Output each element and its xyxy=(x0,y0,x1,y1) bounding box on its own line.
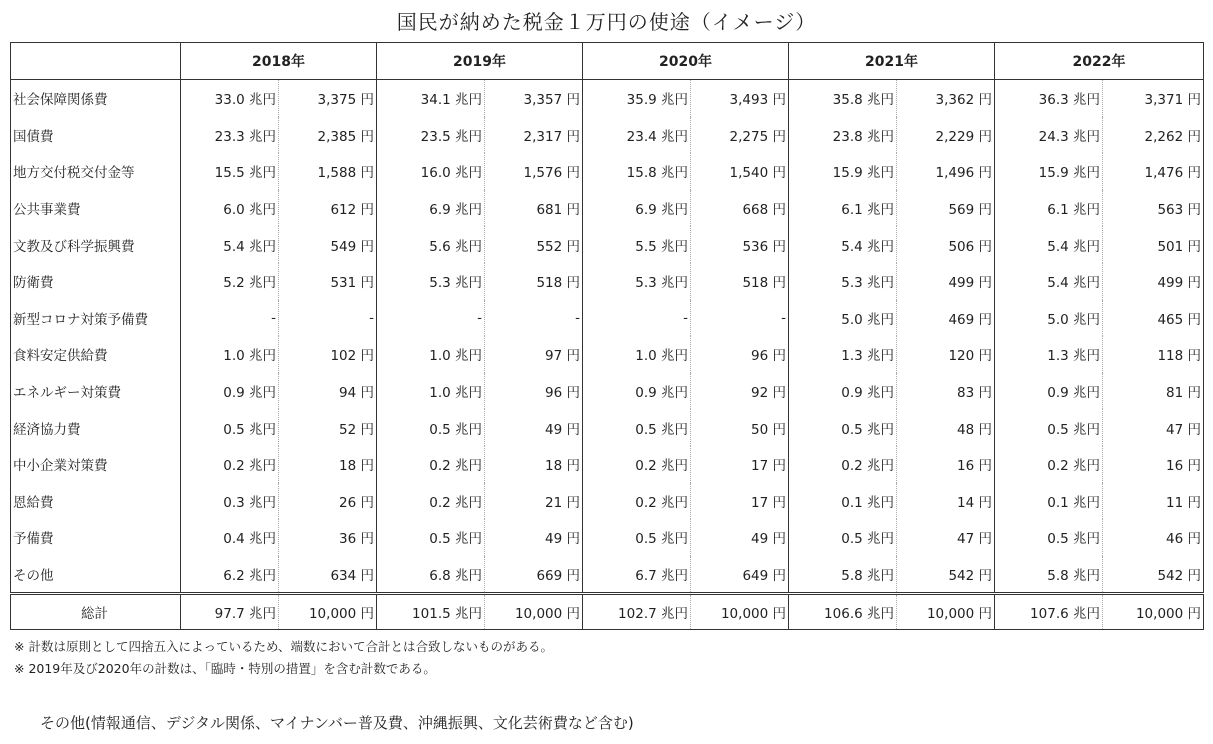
amount-trillion-yen: 0.1 兆円 xyxy=(995,483,1103,520)
row-label: 経済協力費 xyxy=(11,409,181,446)
amount-trillion-yen: 23.5 兆円 xyxy=(377,117,485,154)
amount-per-10000-yen: 17 円 xyxy=(751,458,786,475)
amount-trillion-yen: 0.5 兆円 xyxy=(377,409,485,446)
amount-trillion-yen: 15.8 兆円 xyxy=(583,153,691,190)
amount-per-10000-yen: 97 円 xyxy=(545,348,580,365)
amount-trillion-yen: 0.2 兆円 xyxy=(583,483,691,520)
table-row xyxy=(11,336,1204,373)
amount-trillion-yen: 0.4 兆円 xyxy=(181,519,279,556)
amount-per-10000-yen: 681 円 xyxy=(536,202,580,219)
amount-per-10000-yen: 10,000 円 xyxy=(279,594,377,630)
amount-per-10000-yen: 649 円 xyxy=(742,568,786,585)
amount-trillion-yen: 5.6 兆円 xyxy=(377,226,485,263)
amount-per-10000-yen: 102 円 xyxy=(330,348,374,365)
amount-per-10000-yen: 501 円 xyxy=(1103,226,1204,263)
amount-per-10000-yen: - xyxy=(369,309,374,326)
amount-per-10000-yen: 36 円 xyxy=(339,531,374,548)
amount-per-10000-yen: 542 円 xyxy=(948,568,992,585)
amount-trillion-yen: 0.9 兆円 xyxy=(583,373,691,410)
amount-per-10000-yen: 96 円 xyxy=(545,385,580,402)
amount-trillion-yen: 0.1 兆円 xyxy=(789,483,897,520)
amount-per-10000-yen: 3,493 円 xyxy=(729,92,786,109)
amount-trillion-yen: 6.2 兆円 xyxy=(181,556,279,594)
amount-trillion-yen: 0.2 兆円 xyxy=(181,446,279,483)
amount-per-10000-yen: 499 円 xyxy=(948,275,992,292)
amount-per-10000-yen: 48 円 xyxy=(957,421,992,438)
amount-per-10000-yen: 118 円 xyxy=(1103,336,1204,373)
amount-per-10000-yen: 52 円 xyxy=(339,421,374,438)
amount-trillion-yen: 5.8 兆円 xyxy=(789,556,897,594)
amount-per-10000-yen: 11 円 xyxy=(1103,483,1204,520)
amount-per-10000-yen: 10,000 円 xyxy=(897,594,995,630)
amount-trillion-yen: 35.9 兆円 xyxy=(583,80,691,117)
row-label: 食料安定供給費 xyxy=(11,336,181,373)
amount-trillion-yen: 23.3 兆円 xyxy=(181,117,279,154)
amount-trillion-yen: 107.6 兆円 xyxy=(995,594,1103,630)
amount-trillion-yen: 0.5 兆円 xyxy=(789,519,897,556)
table-row xyxy=(11,153,1204,190)
total-row xyxy=(11,594,1204,630)
amount-trillion-yen: 1.0 兆円 xyxy=(377,373,485,410)
amount-per-10000-yen: 96 円 xyxy=(751,348,786,365)
table-row xyxy=(11,300,1204,337)
amount-per-10000-yen: 81 円 xyxy=(1103,373,1204,410)
amount-per-10000-yen: 549 円 xyxy=(330,238,374,255)
amount-per-10000-yen: 518 円 xyxy=(742,275,786,292)
amount-trillion-yen: 15.9 兆円 xyxy=(789,153,897,190)
amount-per-10000-yen: 2,229 円 xyxy=(935,128,992,145)
amount-trillion-yen: 0.9 兆円 xyxy=(995,373,1103,410)
year-header: 2018年 xyxy=(181,43,377,80)
amount-per-10000-yen: 49 円 xyxy=(545,531,580,548)
amount-trillion-yen: 6.1 兆円 xyxy=(789,190,897,227)
amount-per-10000-yen: 1,496 円 xyxy=(935,165,992,182)
amount-trillion-yen: 6.9 兆円 xyxy=(377,190,485,227)
amount-trillion-yen: 5.3 兆円 xyxy=(377,263,485,300)
amount-trillion-yen: 6.7 兆円 xyxy=(583,556,691,594)
amount-trillion-yen: 0.2 兆円 xyxy=(583,446,691,483)
amount-trillion-yen: 0.2 兆円 xyxy=(377,446,485,483)
amount-per-10000-yen: 10,000 円 xyxy=(691,594,789,630)
amount-trillion-yen: 1.3 兆円 xyxy=(995,336,1103,373)
year-header: 2020年 xyxy=(583,43,789,80)
amount-per-10000-yen: 536 円 xyxy=(742,238,786,255)
amount-trillion-yen: 1.3 兆円 xyxy=(789,336,897,373)
amount-per-10000-yen: 469 円 xyxy=(948,311,992,328)
row-label: 中小企業対策費 xyxy=(11,446,181,483)
amount-trillion-yen: 102.7 兆円 xyxy=(583,594,691,630)
amount-per-10000-yen: 531 円 xyxy=(330,275,374,292)
amount-per-10000-yen: 47 円 xyxy=(957,531,992,548)
amount-per-10000-yen: 518 円 xyxy=(536,275,580,292)
amount-per-10000-yen: 2,385 円 xyxy=(317,128,374,145)
amount-per-10000-yen: 17 円 xyxy=(751,494,786,511)
amount-trillion-yen: 0.5 兆円 xyxy=(377,519,485,556)
amount-per-10000-yen: 94 円 xyxy=(339,385,374,402)
amount-trillion-yen: 5.4 兆円 xyxy=(995,226,1103,263)
amount-per-10000-yen: 120 円 xyxy=(948,348,992,365)
amount-trillion-yen: 0.5 兆円 xyxy=(995,519,1103,556)
amount-per-10000-yen: 21 円 xyxy=(545,494,580,511)
amount-per-10000-yen: 3,371 円 xyxy=(1103,80,1204,117)
amount-per-10000-yen: 563 円 xyxy=(1103,190,1204,227)
amount-trillion-yen: 0.5 兆円 xyxy=(583,519,691,556)
amount-trillion-yen: 15.5 兆円 xyxy=(181,153,279,190)
amount-per-10000-yen: 16 円 xyxy=(1103,446,1204,483)
amount-trillion-yen: 6.8 兆円 xyxy=(377,556,485,594)
footnotes xyxy=(14,636,553,680)
row-label: 国債費 xyxy=(11,117,181,154)
amount-trillion-yen: 0.5 兆円 xyxy=(181,409,279,446)
amount-per-10000-yen: 1,588 円 xyxy=(317,165,374,182)
row-label: 総計 xyxy=(11,594,181,630)
amount-trillion-yen: 24.3 兆円 xyxy=(995,117,1103,154)
amount-trillion-yen: 0.5 兆円 xyxy=(789,409,897,446)
footnote: ※ 2019年及び2020年の計数は、「臨時・特別の措置」を含む計数である。 xyxy=(14,661,436,676)
amount-per-10000-yen: 552 円 xyxy=(536,238,580,255)
table-row xyxy=(11,117,1204,154)
amount-per-10000-yen: 3,375 円 xyxy=(317,92,374,109)
table-row xyxy=(11,263,1204,300)
amount-trillion-yen: 6.0 兆円 xyxy=(181,190,279,227)
year-header: 2022年 xyxy=(995,43,1204,80)
amount-trillion-yen: 5.2 兆円 xyxy=(181,263,279,300)
amount-per-10000-yen: 83 円 xyxy=(957,385,992,402)
amount-trillion-yen: 97.7 兆円 xyxy=(181,594,279,630)
amount-trillion-yen: 0.2 兆円 xyxy=(995,446,1103,483)
amount-per-10000-yen: 465 円 xyxy=(1103,300,1204,337)
amount-trillion-yen: 106.6 兆円 xyxy=(789,594,897,630)
amount-trillion-yen: 0.9 兆円 xyxy=(789,373,897,410)
amount-trillion-yen: 6.1 兆円 xyxy=(995,190,1103,227)
amount-trillion-yen: 0.2 兆円 xyxy=(789,446,897,483)
table-row xyxy=(11,483,1204,520)
table-row xyxy=(11,556,1204,594)
row-label: 文教及び科学振興費 xyxy=(11,226,181,263)
amount-per-10000-yen: 47 円 xyxy=(1103,409,1204,446)
row-label: 公共事業費 xyxy=(11,190,181,227)
table-row xyxy=(11,409,1204,446)
table-row xyxy=(11,190,1204,227)
amount-trillion-yen: 5.4 兆円 xyxy=(995,263,1103,300)
amount-per-10000-yen: - xyxy=(575,309,580,326)
row-label: 地方交付税交付金等 xyxy=(11,153,181,190)
amount-per-10000-yen: 92 円 xyxy=(751,385,786,402)
amount-trillion-yen: 33.0 兆円 xyxy=(181,80,279,117)
amount-per-10000-yen: 3,362 円 xyxy=(935,92,992,109)
amount-trillion-yen: - xyxy=(181,300,279,337)
amount-per-10000-yen: 668 円 xyxy=(742,202,786,219)
amount-trillion-yen: 0.3 兆円 xyxy=(181,483,279,520)
amount-trillion-yen: 5.4 兆円 xyxy=(181,226,279,263)
row-label: 新型コロナ対策予備費 xyxy=(11,300,181,337)
amount-per-10000-yen: 14 円 xyxy=(957,494,992,511)
table-row xyxy=(11,446,1204,483)
amount-trillion-yen: 23.4 兆円 xyxy=(583,117,691,154)
amount-per-10000-yen: 10,000 円 xyxy=(1103,594,1204,630)
table-row xyxy=(11,80,1204,117)
amount-per-10000-yen: 2,262 円 xyxy=(1103,117,1204,154)
year-header: 2021年 xyxy=(789,43,995,80)
amount-trillion-yen: 36.3 兆円 xyxy=(995,80,1103,117)
amount-trillion-yen: 5.3 兆円 xyxy=(789,263,897,300)
table-row xyxy=(11,373,1204,410)
amount-trillion-yen: - xyxy=(377,300,485,337)
amount-per-10000-yen: 49 円 xyxy=(751,531,786,548)
amount-per-10000-yen: 3,357 円 xyxy=(523,92,580,109)
amount-per-10000-yen: 569 円 xyxy=(948,202,992,219)
amount-per-10000-yen: 2,275 円 xyxy=(729,128,786,145)
amount-trillion-yen: 35.8 兆円 xyxy=(789,80,897,117)
amount-trillion-yen: 1.0 兆円 xyxy=(181,336,279,373)
amount-trillion-yen: 101.5 兆円 xyxy=(377,594,485,630)
amount-per-10000-yen: 10,000 円 xyxy=(485,594,583,630)
amount-per-10000-yen: 18 円 xyxy=(339,458,374,475)
header-corner xyxy=(11,43,181,80)
amount-trillion-yen: 15.9 兆円 xyxy=(995,153,1103,190)
row-label: エネルギー対策費 xyxy=(11,373,181,410)
amount-per-10000-yen: 612 円 xyxy=(330,202,374,219)
amount-trillion-yen: 5.4 兆円 xyxy=(789,226,897,263)
amount-trillion-yen: 1.0 兆円 xyxy=(583,336,691,373)
amount-per-10000-yen: 1,576 円 xyxy=(523,165,580,182)
amount-trillion-yen: 0.2 兆円 xyxy=(377,483,485,520)
budget-table xyxy=(10,42,1204,630)
amount-trillion-yen: 5.8 兆円 xyxy=(995,556,1103,594)
amount-trillion-yen: 5.0 兆円 xyxy=(995,300,1103,337)
amount-per-10000-yen: 16 円 xyxy=(957,458,992,475)
amount-per-10000-yen: 26 円 xyxy=(339,494,374,511)
amount-per-10000-yen: - xyxy=(781,309,786,326)
other-category-note: その他(情報通信、デジタル関係、マイナンバー普及費、沖縄振興、文化芸術費など含む) xyxy=(40,714,634,732)
amount-per-10000-yen: 542 円 xyxy=(1103,556,1204,594)
amount-per-10000-yen: 49 円 xyxy=(545,421,580,438)
amount-per-10000-yen: 18 円 xyxy=(545,458,580,475)
amount-trillion-yen: 0.5 兆円 xyxy=(995,409,1103,446)
amount-per-10000-yen: 46 円 xyxy=(1103,519,1204,556)
row-label: 恩給費 xyxy=(11,483,181,520)
amount-trillion-yen: 5.5 兆円 xyxy=(583,226,691,263)
row-label: 防衛費 xyxy=(11,263,181,300)
footnote: ※ 計数は原則として四捨五入によっているため、端数において合計とは合致しないものがある。 xyxy=(14,639,553,654)
amount-trillion-yen: 34.1 兆円 xyxy=(377,80,485,117)
amount-per-10000-yen: 506 円 xyxy=(948,238,992,255)
amount-trillion-yen: 1.0 兆円 xyxy=(377,336,485,373)
amount-per-10000-yen: 50 円 xyxy=(751,421,786,438)
header-row xyxy=(11,43,1204,80)
amount-trillion-yen: - xyxy=(583,300,691,337)
amount-trillion-yen: 6.9 兆円 xyxy=(583,190,691,227)
amount-trillion-yen: 16.0 兆円 xyxy=(377,153,485,190)
row-label: 予備費 xyxy=(11,519,181,556)
table-row xyxy=(11,226,1204,263)
amount-per-10000-yen: 669 円 xyxy=(536,568,580,585)
amount-per-10000-yen: 2,317 円 xyxy=(523,128,580,145)
amount-trillion-yen: 5.3 兆円 xyxy=(583,263,691,300)
row-label: その他 xyxy=(11,556,181,594)
page-title: 国民が納めた税金１万円の使途（イメージ） xyxy=(396,10,817,34)
amount-per-10000-yen: 634 円 xyxy=(330,568,374,585)
table-row xyxy=(11,519,1204,556)
amount-per-10000-yen: 499 円 xyxy=(1103,263,1204,300)
amount-trillion-yen: 0.9 兆円 xyxy=(181,373,279,410)
amount-trillion-yen: 5.0 兆円 xyxy=(789,300,897,337)
amount-per-10000-yen: 1,540 円 xyxy=(729,165,786,182)
amount-trillion-yen: 0.5 兆円 xyxy=(583,409,691,446)
amount-trillion-yen: 23.8 兆円 xyxy=(789,117,897,154)
year-header: 2019年 xyxy=(377,43,583,80)
row-label: 社会保障関係費 xyxy=(11,80,181,117)
amount-per-10000-yen: 1,476 円 xyxy=(1103,153,1204,190)
